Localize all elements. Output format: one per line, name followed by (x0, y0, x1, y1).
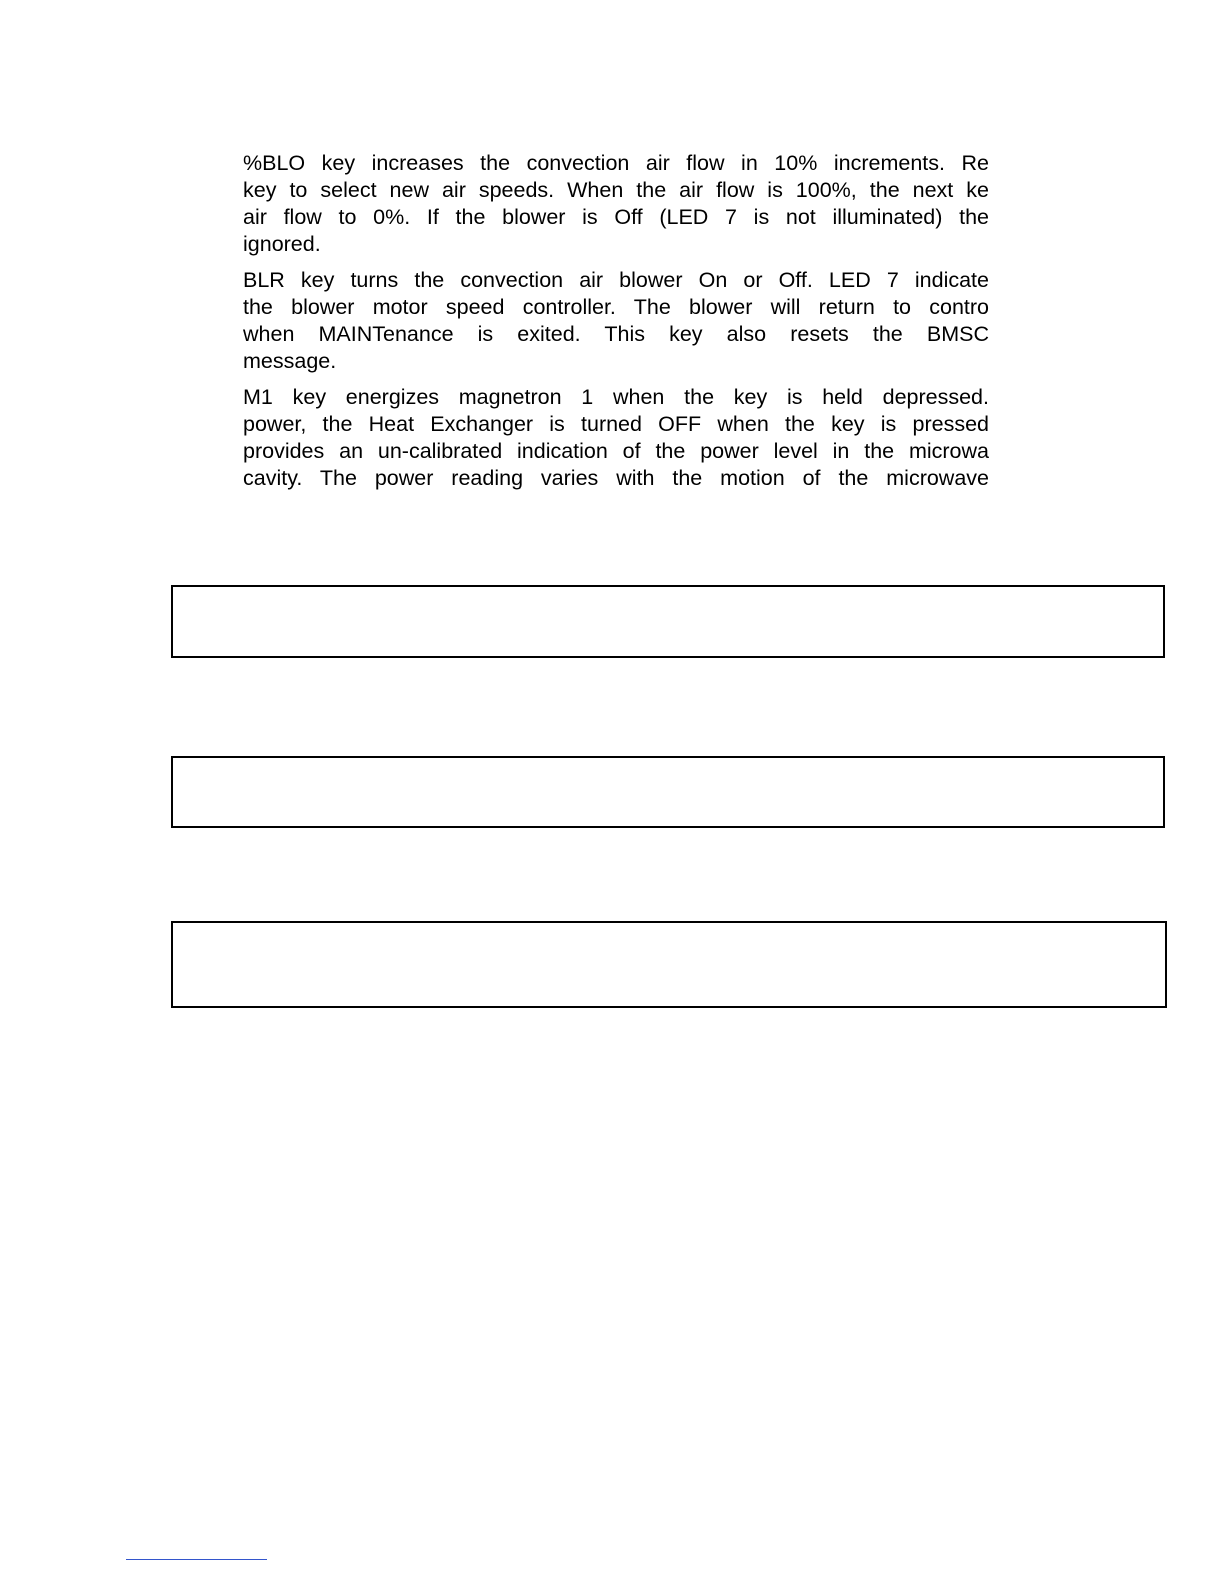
text-line: ignored. (243, 232, 321, 256)
text-line: when MAINTenance is exited. This key also resets the BMSC (243, 322, 989, 346)
empty-bordered-box (171, 756, 1165, 828)
text-line: M1 key energizes magnetron 1 when the key is held depressed. (243, 385, 989, 409)
text-line: BLR key turns the convection air blower On or Off. LED 7 indicate (243, 268, 989, 292)
paragraph-m1-key (243, 384, 989, 492)
text-line: air flow to 0%. If the blower is Off (LED 7 is not illuminated) the (243, 205, 989, 229)
maintenance-key-descriptions (243, 150, 989, 501)
empty-bordered-box (171, 585, 1165, 658)
paragraph-blo-key (243, 150, 989, 258)
text-line: the blower motor speed controller. The blower will return to contro (243, 295, 989, 319)
text-line: power, the Heat Exchanger is turned OFF when the key is pressed (243, 412, 989, 436)
paragraph-blr-key (243, 267, 989, 375)
text-line: %BLO key increases the convection air flow in 10% increments. Re (243, 151, 989, 175)
text-line: message. (243, 349, 337, 373)
empty-bordered-box (171, 921, 1167, 1008)
footnote-separator (126, 1559, 267, 1560)
text-line: cavity. The power reading varies with the motion of the microwave (243, 466, 989, 490)
text-line: key to select new air speeds. When the air flow is 100%, the next ke (243, 178, 989, 202)
text-line: provides an un-calibrated indication of the power level in the microwa (243, 439, 989, 463)
